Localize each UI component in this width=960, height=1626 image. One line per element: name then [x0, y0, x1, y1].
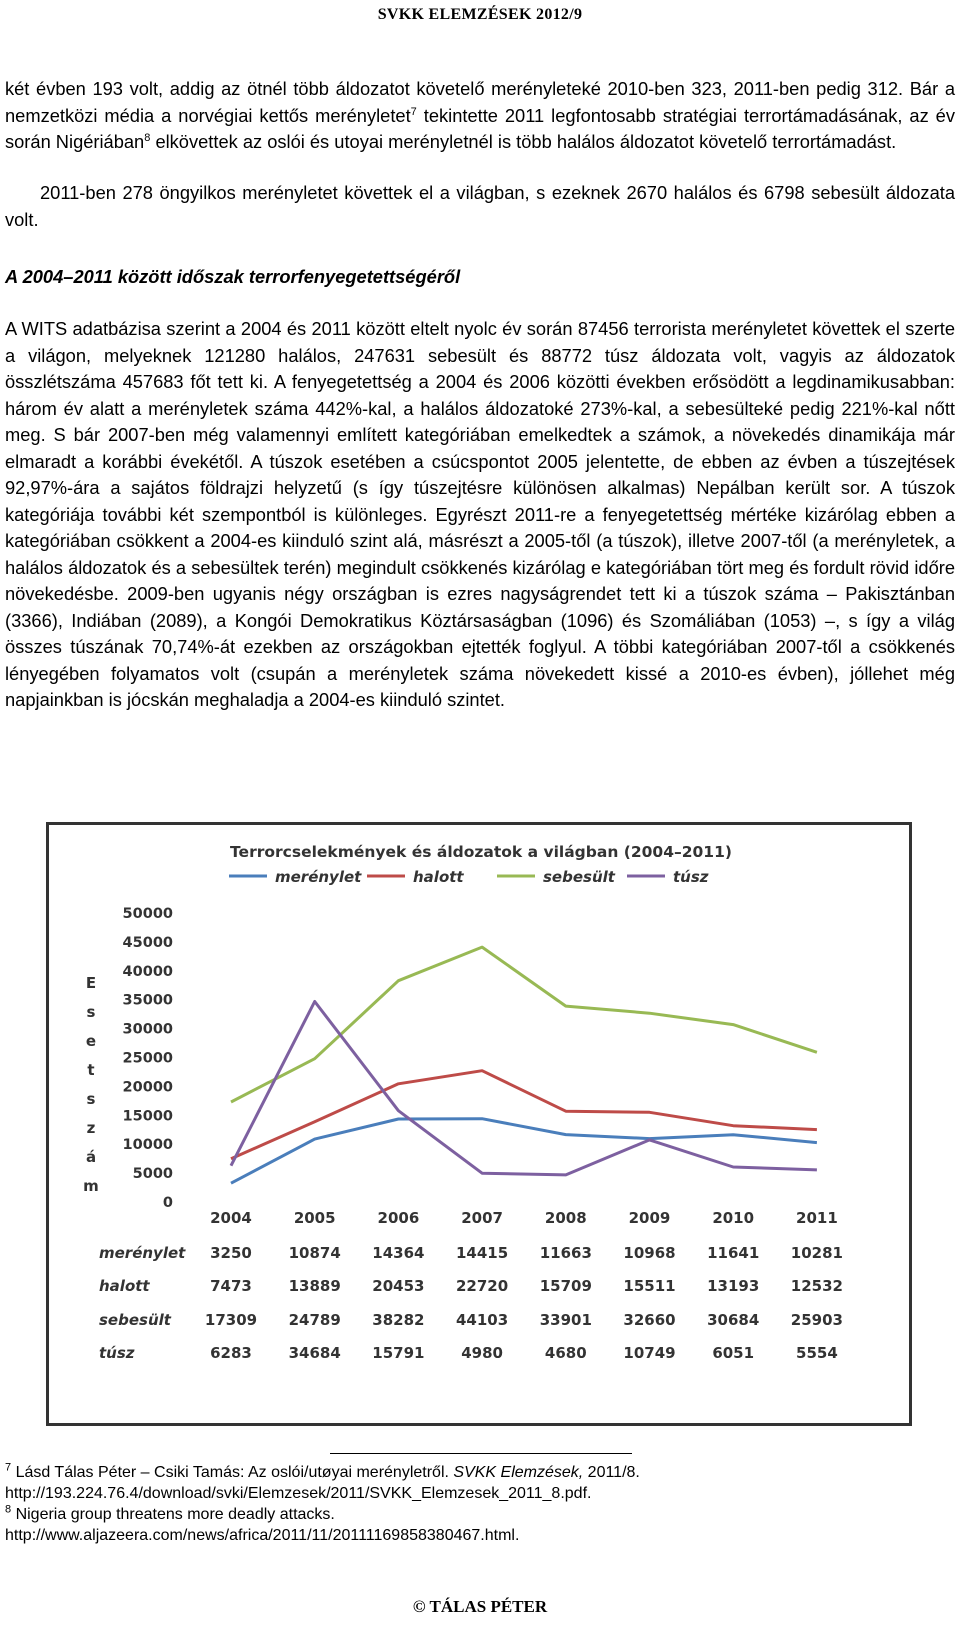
table-cell: 6283	[210, 1344, 252, 1362]
x-tick-label: 2006	[377, 1209, 420, 1227]
x-tick-label: 2004	[210, 1209, 252, 1227]
table-cell: 10749	[623, 1344, 676, 1362]
legend-label-1: halott	[413, 868, 464, 886]
table-cell: 30684	[707, 1311, 760, 1329]
y-axis-label-char: s	[86, 1090, 96, 1108]
footnote-8-url[interactable]: http://www.aljazeera.com/news/africa/2011/11/20111169858380467.html.	[5, 1527, 520, 1544]
x-tick-label: 2011	[796, 1209, 838, 1227]
table-cell: 13889	[288, 1277, 341, 1295]
legend-label-3: túsz	[673, 868, 709, 886]
paragraph-3: A WITS adatbázisa szerint a 2004 és 2011 között eltelt nyolc év során 87456 terrorista merényletet követtek el szerte a világon, melyeknek 121280 halálos, 247631 sebesült és 88772 túsz áldozata volt, vagyis az áldozatok összlétszáma 457683 főt tett ki. A fenyegetettség a 2004 és 2006 közötti években erősödött a legdinamikusabban: három év alatt a merényletek száma 442%-kal, a halálos áldozatoké 273%-kal, a sebesülteké pedig 221%-kal nőtt meg. S bár 2007-ben még valamennyi említett kategóriában emelkedtek a számok, a növekedés dinamikája már elmaradt a korábbi évekétől. A túszok esetében a csúcspontot 2005 jelentette, de ebben az évben a túszejtések 92,97%-ára a sajátos földrajzi helyzetű (s így túszejtésre különösen alkalmas) Nepálban került sor. A túszok kategóriája további két szempontból is különleges. Egyrészt 2011-re a fenyegetettség mértéke kizárólag ebben a kategóriában csökkent a 2004-es kiinduló szint alá, másrészt a 2005-től (a túszok), illetve 2007-től (a merényletek, a halálos áldozatok és a sebesültek terén) megindult csökkenés kizárólag e kategóriában tört meg és fordult rövid időre növekedésbe. 2009-ben ugyanis négy országban is ezres nagyságrendet tett ki a túszok száma – Pakisztánban (3366), Indiában (2089), a Kongói Demokratikus Köztársaságban (1096) és Szomáliában (1053) –, s így a világ összes túszának 70,74%-át ezekben az országokban ejtették foglyul. A többi kategóriában 2007-től a csökkenés lényegében folyamatos volt (csupán a merényletek száma növekedett kissé a 2010-es évben), jóllehet még napjainkban is jócskán meghaladja a 2004-es kiinduló szintet.	[5, 318, 955, 710]
page-header: SVKK ELEMZÉSEK 2012/9	[377, 6, 583, 23]
table-cell: 24789	[288, 1311, 341, 1329]
table-cell: 15709	[539, 1277, 592, 1295]
table-cell: 14364	[372, 1244, 425, 1262]
footnote-7-number: 7	[5, 1461, 12, 1474]
table-cell: 44103	[456, 1311, 509, 1329]
table-cell: 11663	[539, 1244, 592, 1262]
table-cell: 10874	[288, 1244, 341, 1262]
footnote-ref-7[interactable]: 7	[410, 105, 417, 118]
y-axis-label-char: t	[87, 1061, 95, 1079]
chart-title: Terrorcselekmények és áldozatok a világban (2004–2011)	[230, 843, 732, 861]
footnote-7-source: SVKK Elemzések,	[453, 1464, 584, 1481]
footnote-7-text: Lásd Tálas Péter – Csiki Tamás: Az oslói/utøyai merényletről.	[11, 1464, 454, 1481]
footnote-7-url[interactable]: http://193.224.76.4/download/svki/Elemzesek/2011/SVKK_Elemzesek_2011_8.pdf.	[5, 1485, 592, 1502]
y-tick-label: 25000	[122, 1050, 173, 1067]
x-tick-label: 2009	[628, 1209, 671, 1227]
y-axis-label-char: m	[83, 1177, 99, 1195]
line-chart	[49, 825, 909, 1423]
table-row-label-1: halott	[99, 1277, 150, 1295]
footnote-8-number: 8	[5, 1503, 12, 1516]
footnotes	[5, 1462, 955, 1546]
footnote-7-issue: 2011/8.	[583, 1464, 640, 1481]
table-cell: 38282	[372, 1311, 425, 1329]
table-cell: 14415	[456, 1244, 509, 1262]
series-line-1	[231, 1071, 817, 1159]
x-tick-label: 2008	[544, 1209, 587, 1227]
table-cell: 4680	[544, 1344, 587, 1362]
paragraph-1-text-b: tekintette 2011 legfontosabb stratégiai terrortámadásának, az év során Nigériában	[5, 104, 955, 152]
section-heading: A 2004–2011 között időszak terrorfenyegetettségéről	[5, 266, 461, 287]
table-row-label-0: merénylet	[99, 1244, 186, 1262]
table-cell: 34684	[288, 1344, 341, 1362]
footnote-ref-8[interactable]: 8	[144, 131, 151, 144]
x-tick-label: 2007	[461, 1209, 503, 1227]
footnote-separator	[330, 1453, 632, 1454]
table-row-label-2: sebesült	[99, 1311, 171, 1329]
table-cell: 12532	[790, 1277, 843, 1295]
table-cell: 20453	[372, 1277, 425, 1295]
legend-label-2: sebesült	[543, 868, 615, 886]
table-cell: 7473	[210, 1277, 252, 1295]
y-tick-label: 40000	[122, 963, 173, 980]
table-cell: 15511	[623, 1277, 676, 1295]
y-tick-label: 30000	[122, 1021, 173, 1038]
y-axis-label-char: E	[85, 974, 97, 992]
paragraph-1-text-c: elkövettek az oslói és utoyai merényletnél is több halálos áldozatot követelő terrortámadást.	[150, 131, 897, 152]
y-tick-label: 0	[162, 1195, 173, 1211]
table-cell: 32660	[623, 1311, 676, 1329]
y-tick-label: 10000	[122, 1137, 173, 1154]
y-axis-label-char: z	[86, 1119, 96, 1137]
y-tick-label: 45000	[122, 934, 173, 951]
table-cell: 17309	[204, 1311, 258, 1329]
table-cell: 4980	[461, 1344, 503, 1362]
y-axis-label-char: á	[85, 1148, 97, 1166]
paragraph-2: 2011-ben 278 öngyilkos merényletet követtek el a világban, s ezeknek 2670 halálos és 6798 sebesült áldozata volt.	[5, 182, 955, 230]
footnote-7	[5, 1462, 955, 1483]
x-tick-label: 2010	[712, 1209, 755, 1227]
table-cell: 15791	[372, 1344, 425, 1362]
y-tick-label: 35000	[122, 992, 173, 1009]
table-cell: 22720	[456, 1277, 509, 1295]
series-line-3	[231, 1002, 817, 1175]
table-cell: 6051	[712, 1344, 755, 1362]
x-tick-label: 2005	[293, 1209, 336, 1227]
footnote-8	[5, 1504, 955, 1525]
paragraph-1-text-a: két évben 193 volt, addig az ötnél több áldozatot követelő merényleteké 2010-ben 323, 2011-ben pedig 312. Bár a nemzetközi média a norvégiai kettős merényletet	[5, 78, 955, 126]
paragraph-1	[5, 76, 955, 156]
y-axis-label-char: s	[86, 1003, 96, 1021]
table-cell: 5554	[796, 1344, 838, 1362]
table-row-label-3: túsz	[99, 1344, 135, 1362]
table-cell: 10968	[623, 1244, 676, 1262]
table-cell: 25903	[790, 1311, 843, 1329]
y-tick-label: 20000	[122, 1079, 173, 1096]
page-footer: © TÁLAS PÉTER	[412, 1597, 548, 1616]
legend-label-0: merénylet	[275, 868, 362, 886]
table-cell: 13193	[707, 1277, 760, 1295]
chart-frame	[46, 822, 912, 1426]
y-tick-label: 5000	[132, 1166, 173, 1183]
y-tick-label: 15000	[122, 1108, 173, 1125]
y-axis-label-char: e	[85, 1032, 97, 1050]
table-cell: 3250	[210, 1244, 252, 1262]
y-tick-label: 50000	[122, 906, 173, 922]
table-cell: 33901	[539, 1311, 592, 1329]
table-cell: 10281	[790, 1244, 843, 1262]
table-cell: 11641	[707, 1244, 760, 1262]
footnote-8-text: Nigeria group threatens more deadly attacks.	[11, 1506, 335, 1523]
series-line-2	[231, 947, 817, 1102]
